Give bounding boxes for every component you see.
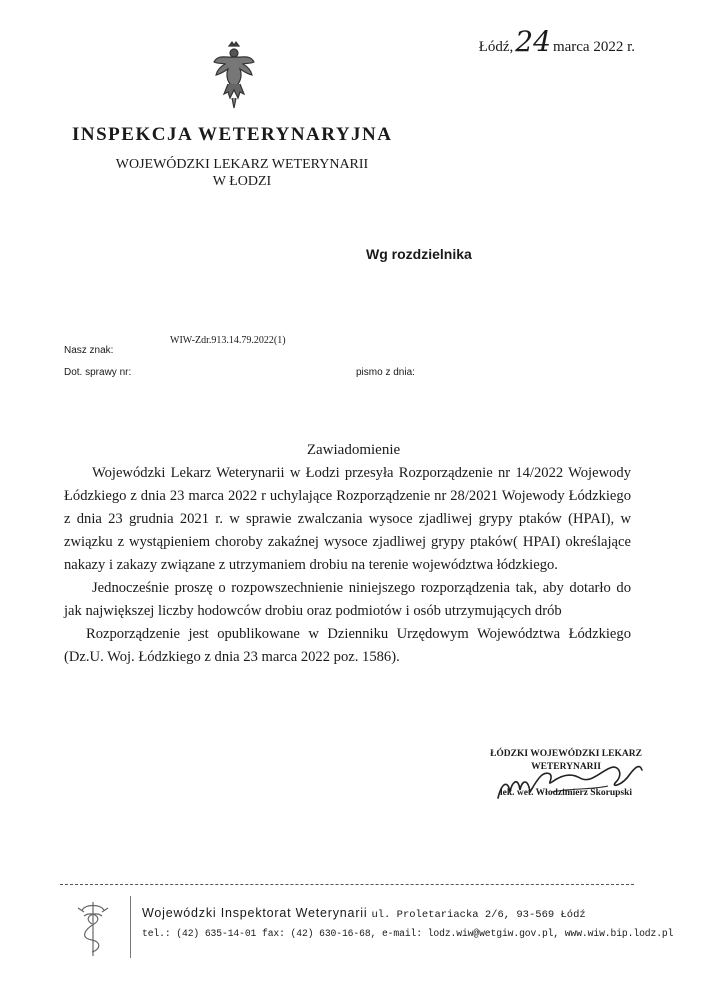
veterinary-caduceus-logo-icon [70, 896, 116, 960]
footer-vertical-divider [130, 896, 131, 958]
dot-sprawy-label: Dot. sprawy nr: [64, 367, 132, 378]
footer-organization [142, 904, 586, 922]
date-day-handwritten: 24 [515, 25, 551, 58]
institution-heading: INSPEKCJA WETERYNARYJNA [72, 124, 393, 145]
notice-paragraph-2: Jednocześnie proszę o rozpowszechnienie niniejszego rozporządzenia tak, aby dotarło do jak największej liczby hodowców drobiu oraz podmiotów i osób utrzymujących drób [64, 580, 631, 619]
footer-contact: tel.: (42) 635-14-01 fax: (42) 630-16-68, e-mail: lodz.wiw@wetgiw.gov.pl, www.wiw.bip.lodz.pl [142, 928, 674, 939]
footer-separator [60, 884, 634, 885]
recipient: Wg rozdzielnika [366, 246, 472, 262]
polish-eagle-emblem-icon [212, 40, 256, 112]
signature-name: lek. wet. Włodzimierz Skorupski [499, 788, 633, 798]
notice-paragraph-1: Wojewódzki Lekarz Weterynarii w Łodzi przesyła Rozporządzenie nr 14/2022 Wojewody Łódzkiego z dnia 23 marca 2022 r uchylające Rozporządzenie nr 28/2021 Wojewody Łódzkiego z dnia 23 grudnia 2021 r. w sprawie zwalczania wysoce zjadliwej grypy ptaków (HPAI), w związku z wystąpieniem choroby zakaźnej wysoce zjadliwej grypy ptaków( HPAI) określające nakazy i zakazy związane z utrzymaniem drobiu na terenie województwa łódzkiego. [64, 465, 631, 573]
footer-org-name: Wojewódzki Inspektorat Weterynarii [142, 906, 368, 920]
handwritten-signature [490, 752, 650, 808]
notice-body [64, 462, 631, 669]
nasz-znak-value: WIW-Zdr.913.14.79.2022(1) [170, 335, 286, 346]
notice-paragraph-3: Rozporządzenie jest opublikowane w Dzienniku Urzędowym Województwa Łódzkiego (Dz.U. Woj. Łódzkiego z dnia 23 marca 2022 poz. 1586). [64, 626, 631, 665]
notice-title: Zawiadomienie [306, 442, 401, 458]
footer-address: ul. Proletariacka 2/6, 93-569 Łódź [371, 909, 586, 921]
pismo-z-dnia-label: pismo z dnia: [356, 367, 415, 378]
office-name-line2: W ŁODZI [212, 174, 272, 189]
signature-title-line2: WETERYNARII [531, 762, 601, 772]
document-date [478, 25, 635, 58]
date-city: Łódź, [478, 39, 514, 55]
date-month-year: marca 2022 r. [552, 39, 635, 55]
office-name-line1: WOJEWÓDZKI LEKARZ WETERYNARII [115, 157, 369, 172]
nasz-znak-label: Nasz znak: [64, 345, 114, 356]
signature-title-line1: ŁÓDZKI WOJEWÓDZKI LEKARZ [490, 749, 642, 759]
office-name [112, 156, 372, 190]
